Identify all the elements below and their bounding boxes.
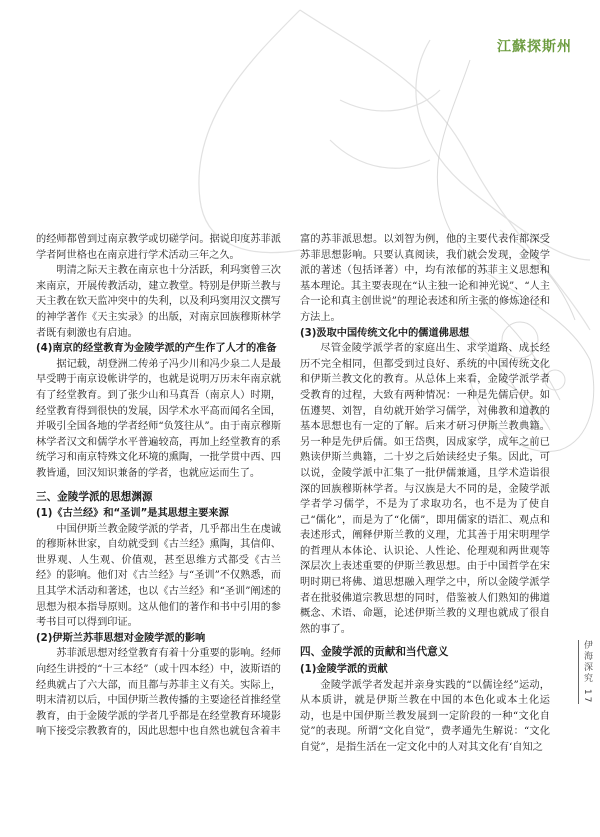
- left-paragraph-1: 的经师都曾到过南京教学或切磋学问。据说印度苏菲派学者阿世格也在南京进行学术活动三年之久。: [36, 234, 281, 261]
- section-heading-4: 四、金陵学派的贡献和当代意义: [300, 646, 449, 659]
- subheading-nanjing-education: (4)南京的经堂教育为金陵学派的产生作了人才的准备: [36, 343, 277, 355]
- right-paragraph-2: 尽管金陵学派学者的家庭出生、求学道路、成长经历不完全相同，但都受到过良好、系统的中国传统文化和伊斯兰教文化的教育。从总体上来看，金陵学派学者受教育的过程，大致有两种情况：一种是先儒后伊。如伍遵契、刘智，自幼就开始学习儒学，对佛教和道教的基本思想也有一定的了解。后来才研习伊斯兰教典籍。另一种是先伊后儒。如王岱舆，因成家学，成年之前已熟读伊斯兰典籍，二十岁之后始读经史子集。因此，可以说，金陵学派中汇集了一批伊儒兼通，且学术造诣很深的回族穆斯林学者。与汉族是大不同的是，金陵学派学者学习儒学，不是为了求取功名，也不是为了使自己“儒化”，而是为了“化儒”，即用儒家的语汇、观点和表述形式，阐释伊斯兰教的义理，尤其善于用宋明理学的哲理从本体论、认识论、人性论、伦理观和两世观等深层次上表述重要的伊斯兰教思想。由于中国哲学在宋明时期已将佛、道思想融入理学之中，所以金陵学派学者在批驳佛道宗教思想的同时，借鉴被人们熟知的佛道概念、术语、命题，论述伊斯兰教的义理也就成了很自然的事了。: [300, 343, 550, 635]
- subheading-contribution: (1)金陵学派的贡献: [300, 664, 388, 676]
- right-paragraph-1: 富的苏菲派思想。以刘智为例，他的主要代表作都深受苏菲思想影响。只要认真阅读，我们就会发现，金陵学派的著述（包括译著）中，均有浓郁的苏菲主义思想和基本理论。其主要表现在“认主独一论和神光说”、“人主合一论和真主创世说”的理论表述和所主张的修炼途径和方法上。: [300, 234, 550, 323]
- magazine-section-tag: 江蘇探斯州: [497, 39, 572, 55]
- left-column: [36, 232, 281, 740]
- page-number: 17: [582, 688, 592, 705]
- subheading-quran-hadith: (1)《古兰经》和“圣训”是其思想主要来源: [36, 508, 229, 520]
- subheading-chinese-culture: (3)汲取中国传统文化中的儒道佛思想: [300, 327, 470, 339]
- right-paragraph-3: 金陵学派学者发起并亲身实践的“以儒诠经”运动，从本质讲，就是伊斯兰教在中国的本色化或本土化运动，也是中国伊斯兰教发展到一定阶段的一种“文化自觉”的表现。所谓“文化自觉”，费孝通先生解说：“文化自觉”，是指生活在一定文化中的人对其文化有‘自知之: [300, 679, 550, 753]
- page-side-label: [578, 640, 594, 704]
- section-heading-3: 三、金陵学派的思想渊源: [36, 490, 153, 503]
- journal-name: 伊海深究: [582, 640, 592, 684]
- right-column: [300, 232, 550, 756]
- left-paragraph-5: 苏菲派思想对经堂教育有着十分重要的影响。经师向经生讲授的“十三本经”（或十四本经）中，波斯语的经典就占了六大部，而且都与苏菲主义有关。实际上，明末清初以后，中国伊斯兰教传播的主要途径首推经堂教育，由于金陵学派的学者几乎都是在经堂教育环境影响下接受宗教教育的，因此思想中也自然也就包含着丰: [36, 648, 281, 738]
- left-paragraph-4: 中国伊斯兰教金陵学派的学者，几乎都出生在虔诚的穆斯林世家，自幼就受到《古兰经》熏陶，其信仰、世界观、人生观、价值观，甚至思维方式都受《古兰经》的影响。他们对《古兰经》与“圣训”不仅熟悉，而且其学术活动和著述，也以《古兰经》和“圣训”阐述的思想为根本指导原则。这从他们的著作和书中引用的参考书目可以得到印证。: [36, 523, 281, 629]
- left-paragraph-2: 明清之际天主教在南京也十分活跃，利玛窦曾三次来南京，开展传教活动，建立教堂。特别是伊斯兰教与天主教在钦天监冲突中的失利，以及利玛窦用汉文撰写的神学著作《天主实录》的出版，对南京回族穆斯林学者既有刺激也有启迪。: [36, 265, 281, 339]
- subheading-sufi-influence: (2)伊斯兰苏菲思想对金陵学派的影响: [36, 632, 206, 644]
- left-paragraph-3: 据记载，胡登洲二传弟子冯少川和冯少泉二人是最早受聘于南京设帐讲学的，也就是说明万历末年南京就有了经堂教育。到了张少山和马真吾（南京人）时期，经堂教育得到很快的发展，因学术水平高而闻名全国，并吸引全国各地的学者经师“负笈往从”。由于南京穆斯林学者汉文和儒学水平普遍较高，再加上经堂教育的系统学习和南京特殊文化环境的熏陶，一批学贯中西、四教皆通，回汉知识兼备的学者，也就应运而生了。: [36, 358, 281, 479]
